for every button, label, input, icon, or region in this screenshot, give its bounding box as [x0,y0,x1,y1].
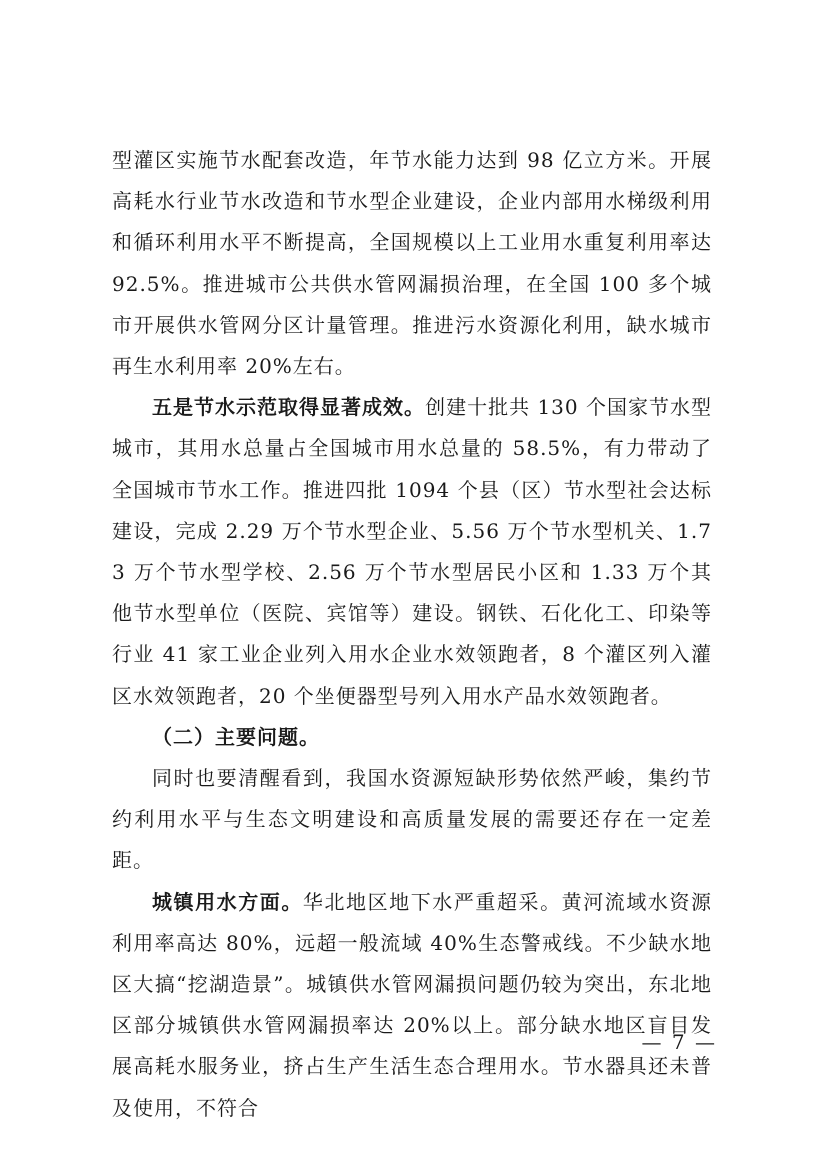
paragraph-urban-water [112,882,712,1129]
paragraph-text: 型灌区实施节水配套改造，年节水能力达到 98 亿立方米。开展高耗水行业节水改造和节水型企业建设，企业内部用水梯级利用和循环利用水平不断提高，全国规模以上工业用水重复利用率达 92.5%。推进城市公共供水管网漏损治理，在全国 100 多个城市开展供水管网分区计量管理。推进污水资源化利用，缺水城市再生水利用率 20%左右。 [112,148,712,379]
paragraph-text: 创建十批共 130 个国家节水型城市，其用水总量占全国城市用水总量的 58.5%，有力带动了全国城市节水工作。推进四批 1094 个县（区）节水型社会达标建设，完成 2.29 万个节水型企业、5.56 万个节水型机关、1.73 万个节水型学校、2.56 万个节水型居民小区和 1.33 万个其他节水型单位（医院、宾馆等）建设。钢铁、石化化工、印染等行业 41 家工业企业列入用水企业水效领跑者，8 个灌区列入灌区水效领跑者，20 个坐便器型号列入用水产品水效领跑者。 [112,395,713,708]
paragraph-text: 同时也要清醒看到，我国水资源短缺形势依然严峻，集约节约利用水平与生态文明建设和高质量发展的需要还存在一定差距。 [112,766,712,873]
section-heading [112,717,712,758]
paragraph-lead: 五是节水示范取得显著成效。 [152,395,426,420]
paragraph-text: 华北地区地下水严重超采。黄河流域水资源利用率高达 80%，远超一般流域 40%生态警戒线。不少缺水地区大搞“挖湖造景”。城镇供水管网漏损问题仍较为突出，东北地区部分城镇供水管网漏损率达 20%以上。部分缺水地区盲目发展高耗水服务业，挤占生产生活生态合理用水。节水器具还未普及使用，不符合 [112,889,713,1120]
paragraph-lead: 城镇用水方面。 [152,889,303,914]
section-heading-text: （二）主要问题。 [152,724,320,749]
body-text [112,140,712,1129]
paragraph-demonstration [112,387,712,717]
paragraph-intro [112,758,712,882]
paragraph-continued [112,140,712,387]
page-number: — 7 — [641,1030,717,1054]
